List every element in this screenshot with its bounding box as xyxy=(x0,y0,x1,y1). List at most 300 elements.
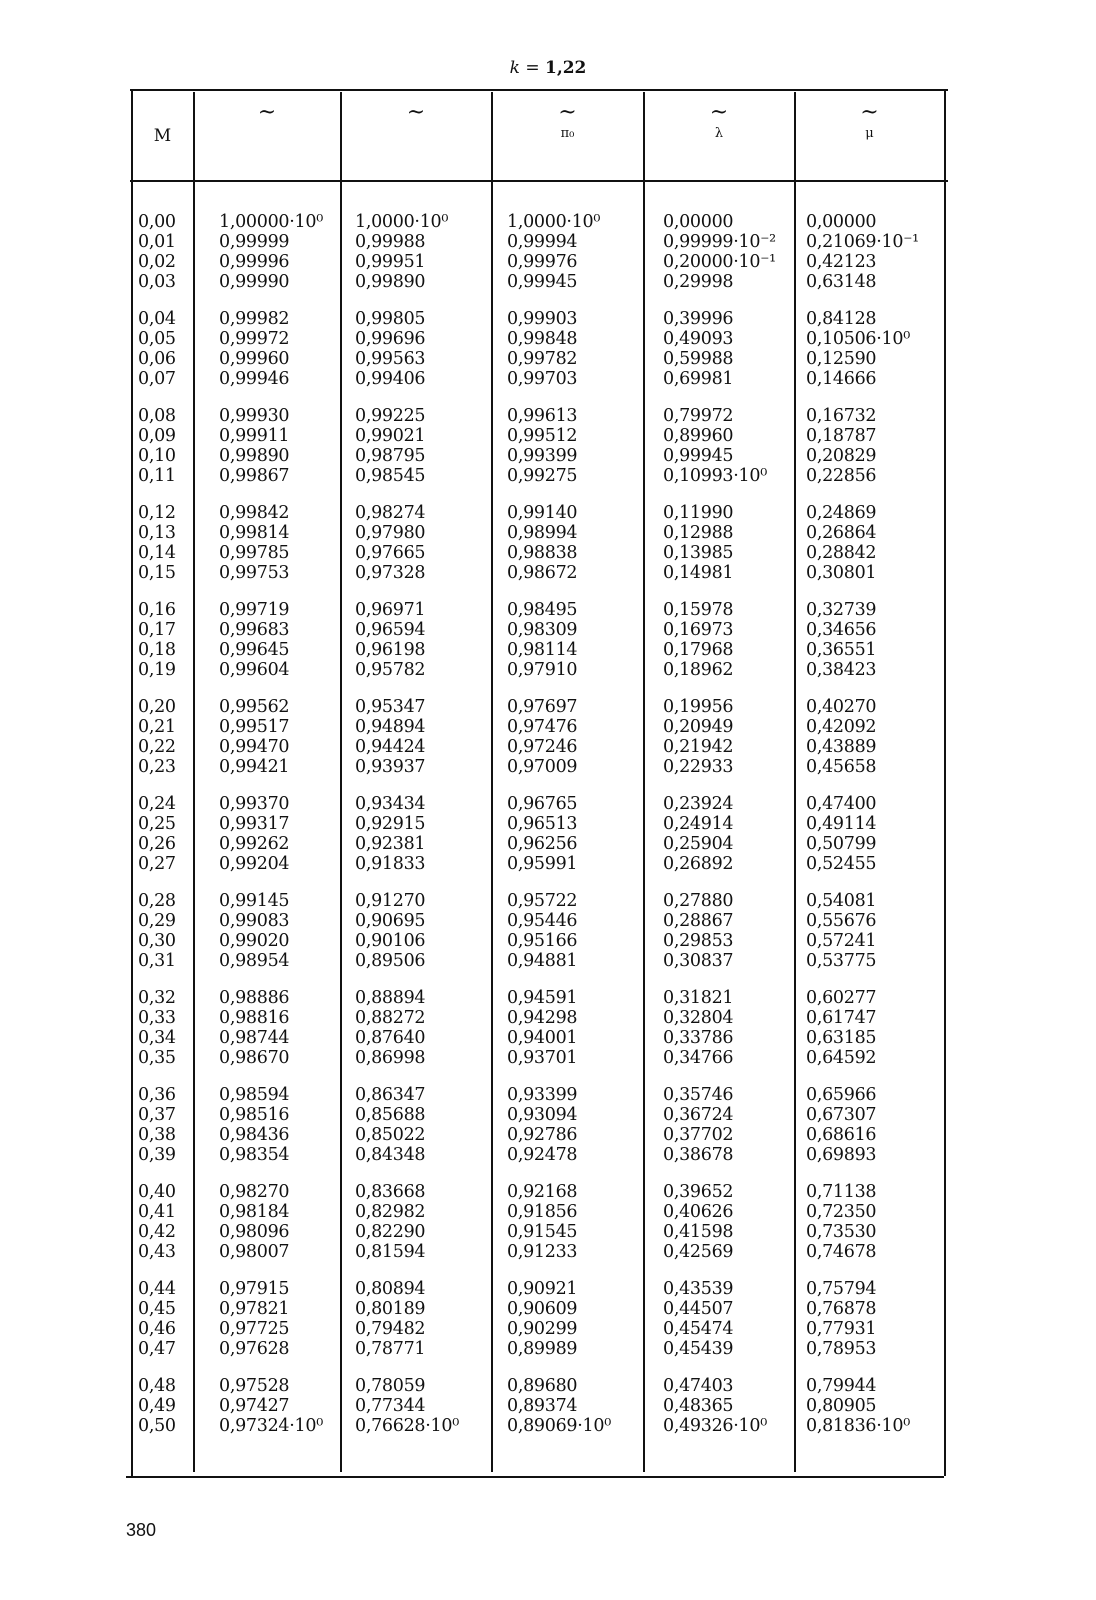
table-cell: 0,88894 xyxy=(355,988,426,1008)
table-cell: 0,89989 xyxy=(507,1339,578,1359)
table-cell: 0,11990 xyxy=(663,503,734,523)
column-mu xyxy=(806,212,919,1453)
table-cell: 0,06 xyxy=(138,349,176,369)
table-cell: 0,99225 xyxy=(355,406,426,426)
table-cell: 0,85688 xyxy=(355,1105,426,1125)
table-cell: 0,17 xyxy=(138,620,176,640)
row-group xyxy=(138,891,176,971)
row-group xyxy=(663,697,776,777)
table-cell: 0,68616 xyxy=(806,1125,877,1145)
table-cell: 0,99275 xyxy=(507,466,578,486)
row-group xyxy=(507,212,611,292)
table-cell: 0,61747 xyxy=(806,1008,877,1028)
header-m xyxy=(132,126,193,146)
header-pi0-label: π₀ xyxy=(560,126,575,141)
row-group xyxy=(806,1085,919,1165)
table-cell: 0,99785 xyxy=(219,543,290,563)
table-cell: 0,98744 xyxy=(219,1028,290,1048)
table-cell: 0,12 xyxy=(138,503,176,523)
table-cell: 0,00000 xyxy=(806,212,877,232)
row-group xyxy=(806,794,919,874)
table-cell: 0,38 xyxy=(138,1125,176,1145)
row-group xyxy=(663,891,776,971)
table-cell: 0,30801 xyxy=(806,563,877,583)
table-cell: 0,49093 xyxy=(663,329,734,349)
row-group xyxy=(138,1279,176,1359)
table-cell: 0,57241 xyxy=(806,931,877,951)
row-group xyxy=(507,891,611,971)
header-col3 xyxy=(341,100,491,126)
header-lambda xyxy=(644,100,794,141)
table-cell: 0,02 xyxy=(138,252,176,272)
table-cell: 0,91545 xyxy=(507,1222,578,1242)
row-group xyxy=(355,1376,459,1436)
table-cell: 0,40626 xyxy=(663,1202,734,1222)
table-cell: 0,07 xyxy=(138,369,176,389)
page-number: 380 xyxy=(126,1520,157,1540)
table-cell: 0,99848 xyxy=(507,329,578,349)
table-cell: 0,14 xyxy=(138,543,176,563)
table-cell: 0,98594 xyxy=(219,1085,290,1105)
row-group xyxy=(806,1182,919,1262)
title-variable: k xyxy=(509,58,520,78)
table-cell: 0,88272 xyxy=(355,1008,426,1028)
tilde-mark: ~ xyxy=(709,100,729,125)
table-cell: 0,94298 xyxy=(507,1008,578,1028)
table-cell: 0,99613 xyxy=(507,406,578,426)
table-cell: 0,95722 xyxy=(507,891,578,911)
table-cell: 0,95446 xyxy=(507,911,578,931)
table-cell: 0,14666 xyxy=(806,369,877,389)
table-cell: 0,42092 xyxy=(806,717,877,737)
row-group xyxy=(138,503,176,583)
table-cell: 0,22933 xyxy=(663,757,734,777)
row-group xyxy=(219,309,323,389)
row-group xyxy=(355,1279,459,1359)
row-group xyxy=(507,1085,611,1165)
table-cell: 0,89680 xyxy=(507,1376,578,1396)
table-cell: 0,42569 xyxy=(663,1242,734,1262)
table-cell: 0,77931 xyxy=(806,1319,877,1339)
table-cell: 0,05 xyxy=(138,329,176,349)
table-cell: 0,99399 xyxy=(507,446,578,466)
table-cell: 0,35 xyxy=(138,1048,176,1068)
table-cell: 0,96594 xyxy=(355,620,426,640)
table-cell: 0,80905 xyxy=(806,1396,877,1416)
table-cell: 0,99645 xyxy=(219,640,290,660)
table-cell: 0,46 xyxy=(138,1319,176,1339)
table-cell: 0,41 xyxy=(138,1202,176,1222)
row-group xyxy=(219,212,323,292)
table-cell: 0,99972 xyxy=(219,329,290,349)
table-cell: 0,99021 xyxy=(355,426,426,446)
row-group xyxy=(138,1085,176,1165)
table-cell: 0,99951 xyxy=(355,252,426,272)
table-cell: 0,45 xyxy=(138,1299,176,1319)
table-cell: 0,80189 xyxy=(355,1299,426,1319)
table-cell: 0,82982 xyxy=(355,1202,426,1222)
table-cell: 0,83668 xyxy=(355,1182,426,1202)
table-cell: 0,14981 xyxy=(663,563,734,583)
row-group xyxy=(806,988,919,1068)
table-cell: 0,11 xyxy=(138,466,176,486)
table-cell: 0,99890 xyxy=(219,446,290,466)
table-cell: 0,98184 xyxy=(219,1202,290,1222)
table-cell: 0,99903 xyxy=(507,309,578,329)
row-group xyxy=(219,503,323,583)
table-cell: 0,24914 xyxy=(663,814,734,834)
table-cell: 0,96765 xyxy=(507,794,578,814)
table-cell: 0,47403 xyxy=(663,1376,734,1396)
table-cell: 0,95991 xyxy=(507,854,578,874)
row-group xyxy=(507,1279,611,1359)
table-cell: 0,91270 xyxy=(355,891,426,911)
row-group xyxy=(663,212,776,292)
table-cell: 0,36724 xyxy=(663,1105,734,1125)
table-cell: 0,13 xyxy=(138,523,176,543)
column-pi0 xyxy=(507,212,611,1453)
table-cell: 0,89960 xyxy=(663,426,734,446)
table-cell: 0,99421 xyxy=(219,757,290,777)
table-cell: 0,42 xyxy=(138,1222,176,1242)
table-cell: 0,99696 xyxy=(355,329,426,349)
table-cell: 0,98545 xyxy=(355,466,426,486)
table-cell: 0,30837 xyxy=(663,951,734,971)
table-cell: 0,48 xyxy=(138,1376,176,1396)
table-cell: 0,90609 xyxy=(507,1299,578,1319)
row-group xyxy=(138,406,176,486)
table-cell: 0,93094 xyxy=(507,1105,578,1125)
table-cell: 0,34656 xyxy=(806,620,877,640)
column-3 xyxy=(355,212,459,1453)
table-cell: 0,32804 xyxy=(663,1008,734,1028)
table-cell: 0,10 xyxy=(138,446,176,466)
row-group xyxy=(219,406,323,486)
table-cell: 0,04 xyxy=(138,309,176,329)
table-cell: 0,22 xyxy=(138,737,176,757)
table-cell: 0,45658 xyxy=(806,757,877,777)
row-group xyxy=(355,697,459,777)
table-cell: 0,99083 xyxy=(219,911,290,931)
row-group xyxy=(806,697,919,777)
table-cell: 0,99994 xyxy=(507,232,578,252)
table-cell: 0,20949 xyxy=(663,717,734,737)
table-cell: 0,98436 xyxy=(219,1125,290,1145)
table-cell: 0,92915 xyxy=(355,814,426,834)
row-group xyxy=(355,1182,459,1262)
tilde-mark: ~ xyxy=(406,100,426,125)
table-cell: 0,91833 xyxy=(355,854,426,874)
table-cell: 0,95166 xyxy=(507,931,578,951)
table-cell: 1,00000·10⁰ xyxy=(219,212,323,232)
table-cell: 0,49326·10⁰ xyxy=(663,1416,767,1436)
row-group xyxy=(663,309,776,389)
table-cell: 0,99753 xyxy=(219,563,290,583)
table-cell: 0,78953 xyxy=(806,1339,877,1359)
table-cell: 0,43889 xyxy=(806,737,877,757)
table-cell: 0,99960 xyxy=(219,349,290,369)
table-cell: 0,48365 xyxy=(663,1396,734,1416)
table-cell: 0,94591 xyxy=(507,988,578,1008)
table-cell: 0,39996 xyxy=(663,309,734,329)
table-cell: 0,29998 xyxy=(663,272,734,292)
title-value: 1,22 xyxy=(544,58,587,78)
tilde-mark: ~ xyxy=(257,100,277,125)
table-cell: 0,44507 xyxy=(663,1299,734,1319)
table-cell: 0,97697 xyxy=(507,697,578,717)
table-cell: 0,89374 xyxy=(507,1396,578,1416)
table-cell: 0,38678 xyxy=(663,1145,734,1165)
table-cell: 0,32739 xyxy=(806,600,877,620)
table-cell: 0,98354 xyxy=(219,1145,290,1165)
table-cell: 0,92168 xyxy=(507,1182,578,1202)
table-cell: 0,19 xyxy=(138,660,176,680)
table-cell: 0,21942 xyxy=(663,737,734,757)
table-cell: 0,79944 xyxy=(806,1376,877,1396)
table-cell: 0,87640 xyxy=(355,1028,426,1048)
row-group xyxy=(663,503,776,583)
table-cell: 0,98954 xyxy=(219,951,290,971)
row-group xyxy=(507,697,611,777)
table-cell: 0,26864 xyxy=(806,523,877,543)
table-cell: 0,32 xyxy=(138,988,176,1008)
table-cell: 0,99890 xyxy=(355,272,426,292)
table-cell: 0,41598 xyxy=(663,1222,734,1242)
table-cell: 0,75794 xyxy=(806,1279,877,1299)
table-cell: 0,97821 xyxy=(219,1299,290,1319)
table-cell: 0,97725 xyxy=(219,1319,290,1339)
table-cell: 0,99145 xyxy=(219,891,290,911)
table-cell: 0,16 xyxy=(138,600,176,620)
table-cell: 0,98114 xyxy=(507,640,578,660)
column-divider xyxy=(643,92,645,1472)
table-cell: 0,97328 xyxy=(355,563,426,583)
table-cell: 1,0000·10⁰ xyxy=(355,212,449,232)
table-cell: 0,93399 xyxy=(507,1085,578,1105)
table-cell: 0,08 xyxy=(138,406,176,426)
table-cell: 0,89506 xyxy=(355,951,426,971)
row-group xyxy=(138,697,176,777)
table-cell: 0,94424 xyxy=(355,737,426,757)
table-cell: 0,97980 xyxy=(355,523,426,543)
table-cell: 0,01 xyxy=(138,232,176,252)
row-group xyxy=(663,1182,776,1262)
table-cell: 0,86998 xyxy=(355,1048,426,1068)
row-group xyxy=(507,309,611,389)
table-bottom-rule xyxy=(126,1476,944,1478)
table-cell: 0,93701 xyxy=(507,1048,578,1068)
table-cell: 0,84128 xyxy=(806,309,877,329)
table-cell: 0,82290 xyxy=(355,1222,426,1242)
table-cell: 0,10506·10⁰ xyxy=(806,329,910,349)
table-cell: 0,21069·10⁻¹ xyxy=(806,232,919,252)
table-cell: 0,98270 xyxy=(219,1182,290,1202)
header-lambda-label: λ xyxy=(714,126,724,141)
table-cell: 1,0000·10⁰ xyxy=(507,212,601,232)
table-cell: 0,99945 xyxy=(663,446,734,466)
title-equals: = xyxy=(519,58,545,78)
table-cell: 0,71138 xyxy=(806,1182,877,1202)
column-lambda xyxy=(663,212,776,1453)
table-cell: 0,99946 xyxy=(219,369,290,389)
column-2 xyxy=(219,212,323,1453)
table-cell: 0,10993·10⁰ xyxy=(663,466,767,486)
row-group xyxy=(806,1279,919,1359)
header-mu xyxy=(795,100,944,141)
table-cell: 0,43 xyxy=(138,1242,176,1262)
table-cell: 0,84348 xyxy=(355,1145,426,1165)
table-cell: 0,50 xyxy=(138,1416,176,1436)
table-cell: 0,34 xyxy=(138,1028,176,1048)
table-cell: 0,12988 xyxy=(663,523,734,543)
table-cell: 0,99999 xyxy=(219,232,290,252)
table-cell: 0,44 xyxy=(138,1279,176,1299)
row-group xyxy=(138,988,176,1068)
table-cell: 0,99683 xyxy=(219,620,290,640)
row-group xyxy=(663,1085,776,1165)
table-cell: 0,99911 xyxy=(219,426,290,446)
table-cell: 0,25 xyxy=(138,814,176,834)
header-bottom-rule xyxy=(130,180,948,182)
row-group xyxy=(219,1085,323,1165)
row-group xyxy=(507,406,611,486)
table-cell: 0,18787 xyxy=(806,426,877,446)
table-cell: 0,09 xyxy=(138,426,176,446)
table-cell: 0,92381 xyxy=(355,834,426,854)
table-cell: 0,20000·10⁻¹ xyxy=(663,252,776,272)
table-cell: 0,99406 xyxy=(355,369,426,389)
table-cell: 0,98495 xyxy=(507,600,578,620)
table-cell: 0,63185 xyxy=(806,1028,877,1048)
table-cell: 0,98670 xyxy=(219,1048,290,1068)
table-cell: 0,78059 xyxy=(355,1376,426,1396)
row-group xyxy=(355,406,459,486)
table-cell: 0,53775 xyxy=(806,951,877,971)
table-cell: 0,50799 xyxy=(806,834,877,854)
page-title xyxy=(0,58,1096,78)
table-cell: 0,72350 xyxy=(806,1202,877,1222)
table-cell: 0,16732 xyxy=(806,406,877,426)
table-cell: 0,99842 xyxy=(219,503,290,523)
row-group xyxy=(806,600,919,680)
table-cell: 0,26892 xyxy=(663,854,734,874)
table-cell: 0,99930 xyxy=(219,406,290,426)
table-cell: 0,98274 xyxy=(355,503,426,523)
table-cell: 0,16973 xyxy=(663,620,734,640)
table-cell: 0,35746 xyxy=(663,1085,734,1105)
column-divider xyxy=(131,90,133,1476)
table-cell: 0,99517 xyxy=(219,717,290,737)
table-cell: 0,43539 xyxy=(663,1279,734,1299)
table-cell: 0,98795 xyxy=(355,446,426,466)
row-group xyxy=(219,891,323,971)
table-cell: 0,99988 xyxy=(355,232,426,252)
table-cell: 0,64592 xyxy=(806,1048,877,1068)
table-cell: 0,99719 xyxy=(219,600,290,620)
table-cell: 0,98994 xyxy=(507,523,578,543)
table-cell: 0,42123 xyxy=(806,252,877,272)
column-divider xyxy=(794,92,796,1472)
row-group xyxy=(507,503,611,583)
table-cell: 0,00000 xyxy=(663,212,734,232)
table-cell: 0,39 xyxy=(138,1145,176,1165)
table-cell: 0,97915 xyxy=(219,1279,290,1299)
table-cell: 0,99140 xyxy=(507,503,578,523)
table-cell: 0,99370 xyxy=(219,794,290,814)
table-cell: 0,37702 xyxy=(663,1125,734,1145)
table-cell: 0,30 xyxy=(138,931,176,951)
table-cell: 0,97528 xyxy=(219,1376,290,1396)
table-cell: 0,99020 xyxy=(219,931,290,951)
table-cell: 0,96198 xyxy=(355,640,426,660)
row-group xyxy=(138,794,176,874)
table-cell: 0,90106 xyxy=(355,931,426,951)
table-cell: 0,54081 xyxy=(806,891,877,911)
table-cell: 0,69893 xyxy=(806,1145,877,1165)
row-group xyxy=(663,794,776,874)
table-cell: 0,91856 xyxy=(507,1202,578,1222)
table-cell: 0,67307 xyxy=(806,1105,877,1125)
row-group xyxy=(663,1279,776,1359)
table-cell: 0,94894 xyxy=(355,717,426,737)
row-group xyxy=(138,1182,176,1262)
table-cell: 0,91233 xyxy=(507,1242,578,1262)
table-cell: 0,98816 xyxy=(219,1008,290,1028)
table-cell: 0,93434 xyxy=(355,794,426,814)
table-cell: 0,37 xyxy=(138,1105,176,1125)
column-divider xyxy=(340,92,342,1472)
table-cell: 0,90299 xyxy=(507,1319,578,1339)
table-cell: 0,55676 xyxy=(806,911,877,931)
table-cell: 0,99703 xyxy=(507,369,578,389)
table-cell: 0,23 xyxy=(138,757,176,777)
table-cell: 0,80894 xyxy=(355,1279,426,1299)
table-cell: 0,99999·10⁻² xyxy=(663,232,776,252)
table-cell: 0,33786 xyxy=(663,1028,734,1048)
header-pi0 xyxy=(492,100,643,141)
table-cell: 0,13985 xyxy=(663,543,734,563)
table-cell: 0,98309 xyxy=(507,620,578,640)
table-cell: 0,99604 xyxy=(219,660,290,680)
table-cell: 0,93937 xyxy=(355,757,426,777)
table-cell: 0,15978 xyxy=(663,600,734,620)
table-cell: 0,24 xyxy=(138,794,176,814)
table-cell: 0,31 xyxy=(138,951,176,971)
table-cell: 0,74678 xyxy=(806,1242,877,1262)
row-group xyxy=(138,212,176,292)
table-cell: 0,47 xyxy=(138,1339,176,1359)
row-group xyxy=(663,406,776,486)
table-cell: 0,18962 xyxy=(663,660,734,680)
table-cell: 0,97665 xyxy=(355,543,426,563)
table-cell: 0,00 xyxy=(138,212,176,232)
row-group xyxy=(355,503,459,583)
row-group xyxy=(138,600,176,680)
tilde-mark: ~ xyxy=(860,100,879,125)
table-cell: 0,98007 xyxy=(219,1242,290,1262)
table-cell: 0,40270 xyxy=(806,697,877,717)
table-top-rule xyxy=(130,89,948,91)
table-cell: 0,92786 xyxy=(507,1125,578,1145)
tilde-mark: ~ xyxy=(558,100,577,125)
row-group xyxy=(663,988,776,1068)
table-cell: 0,99814 xyxy=(219,523,290,543)
table-cell: 0,81594 xyxy=(355,1242,426,1262)
header-col2 xyxy=(194,100,340,126)
table-cell: 0,96971 xyxy=(355,600,426,620)
table-cell: 0,21 xyxy=(138,717,176,737)
table-cell: 0,45474 xyxy=(663,1319,734,1339)
